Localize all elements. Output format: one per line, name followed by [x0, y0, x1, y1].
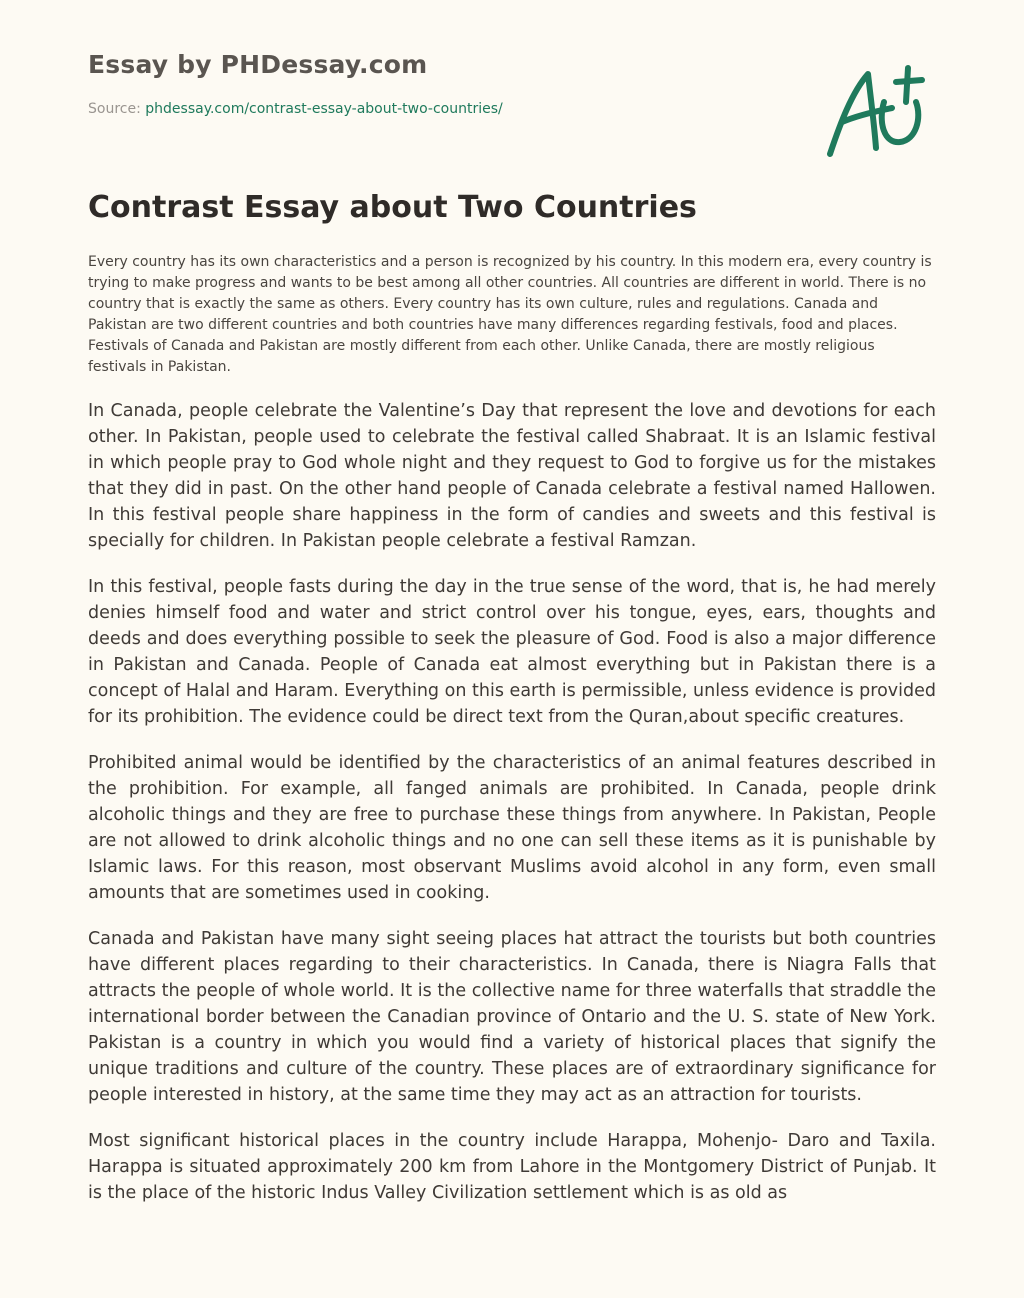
source-label: Source:	[88, 101, 146, 117]
essay-title: Contrast Essay about Two Countries	[88, 190, 697, 225]
brand-title: Essay by PHDessay.com	[88, 50, 428, 79]
source-link[interactable]: phdessay.com/contrast-essay-about-two-countries/	[145, 101, 503, 117]
essay-intro: Every country has its own characteristics and a person is recognized by his country. In this modern era, every country is trying to make progress and wants to be best among all other countries. All countries are different in world. There is no country that is exactly the same as others. Every country has its own culture, rules and regulations. Canada and Pakistan are two different countries and both countries have many differences regarding festivals, food and places. Festivals of Canada and Pakistan are mostly different from each other. Unlike Canada, there are mostly religious festivals in Pakistan.	[88, 254, 932, 375]
essay-paragraph: In Canada, people celebrate the Valentine’s Day that represent the love and devotions for each other. In Pakistan, people used to celebrate the festival called Shabraat. It is an Islamic festival in which people pray to God whole night and they request to God to forgive us for the mistakes that they did in past. On the other hand people of Canada celebrate a festival named Hallowen. In this festival people share happiness in the form of candies and sweets and this festival is specially for children. In Pakistan people celebrate a festival Ramzan.	[88, 401, 936, 551]
a-plus-logo-icon	[822, 62, 932, 162]
essay-body	[88, 398, 936, 1226]
source-line	[88, 101, 503, 117]
essay-paragraph: Most significant historical places in the country include Harappa, Mohenjo- Daro and Taxila. Harappa is situated approximately 200 km from Lahore in the Montgomery District of Punjab. It is the place of the historic Indus Valley Civilization settlement which is as old as	[88, 1131, 936, 1203]
essay-paragraph: Prohibited animal would be identified by the characteristics of an animal features described in the prohibition. For example, all fanged animals are prohibited. In Canada, people drink alcoholic things and they are free to purchase these things from anywhere. In Pakistan, People are not allowed to drink alcoholic things and no one can sell these items as it is punishable by Islamic laws. For this reason, most observant Muslims avoid alcohol in any form, even small amounts that are sometimes used in cooking.	[88, 753, 936, 903]
essay-paragraph: Canada and Pakistan have many sight seeing places hat attract the tourists but both countries have different places regarding to their characteristics. In Canada, there is Niagra Falls that attracts the people of whole world. It is the collective name for three waterfalls that straddle the international border between the Canadian province of Ontario and the U. S. state of New York. Pakistan is a country in which you would find a variety of historical places that signify the unique traditions and culture of the country. These places are of extraordinary significance for people interested in history, at the same time they may act as an attraction for tourists.	[88, 929, 936, 1105]
essay-paragraph: In this festival, people fasts during the day in the true sense of the word, that is, he had merely denies himself food and water and strict control over his tongue, eyes, ears, thoughts and deeds and does everything possible to seek the pleasure of God. Food is also a major difference in Pakistan and Canada. People of Canada eat almost everything but in Pakistan there is a concept of Halal and Haram. Everything on this earth is permissible, unless evidence is provided for its prohibition. The evidence could be direct text from the Quran,about specific creatures.	[88, 577, 936, 727]
